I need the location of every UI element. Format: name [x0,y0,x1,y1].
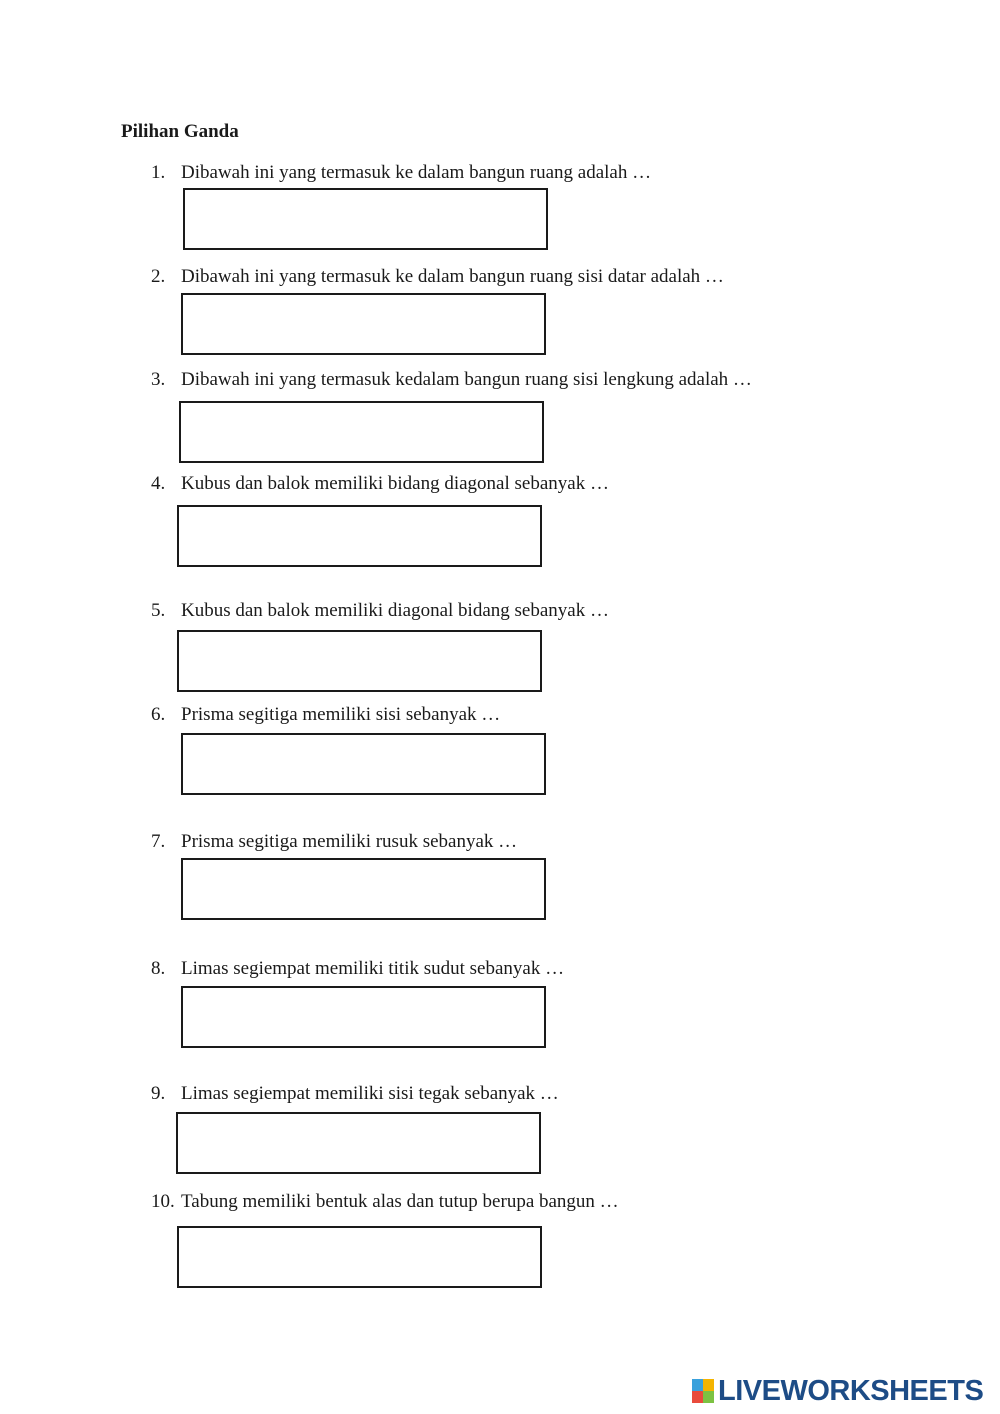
answer-box-6[interactable] [181,733,546,795]
question-number: 3. [151,369,166,390]
question-number: 4. [151,473,166,494]
answer-box-8[interactable] [181,986,546,1048]
question-number: 1. [151,162,166,183]
logo-square-red [692,1391,703,1403]
answer-box-9[interactable] [176,1112,541,1174]
question-text: Limas segiempat memiliki titik sudut sebanyak … [181,958,565,979]
answer-box-5[interactable] [177,630,542,692]
question-text: Prisma segitiga memiliki sisi sebanyak … [181,704,501,725]
question-number: 8. [151,958,166,979]
logo-square-blue [692,1379,703,1391]
logo-square-yellow [703,1379,714,1391]
answer-box-4[interactable] [177,505,542,567]
question-text: Kubus dan balok memiliki bidang diagonal sebanyak … [181,473,609,494]
question-text: Tabung memiliki bentuk alas dan tutup berupa bangun … [181,1191,619,1212]
question-text: Dibawah ini yang termasuk kedalam bangun ruang sisi lengkung adalah … [181,369,752,390]
question-number: 10. [151,1191,175,1212]
question-number: 2. [151,266,166,287]
question-text: Dibawah ini yang termasuk ke dalam bangun ruang adalah … [181,162,652,183]
answer-box-3[interactable] [179,401,544,463]
answer-box-1[interactable] [183,188,548,250]
question-number: 6. [151,704,166,725]
logo-square-green [703,1391,714,1403]
section-title: Pilihan Ganda [121,121,239,142]
question-number: 5. [151,600,166,621]
answer-box-10[interactable] [177,1226,542,1288]
liveworksheets-logo [692,1374,983,1408]
question-number: 7. [151,831,166,852]
logo-text: LIVEWORKSHEETS [718,1374,984,1407]
question-text: Limas segiempat memiliki sisi tegak sebanyak … [181,1083,559,1104]
liveworksheets-logo-icon [692,1379,714,1403]
question-number: 9. [151,1083,166,1104]
answer-box-7[interactable] [181,858,546,920]
question-text: Prisma segitiga memiliki rusuk sebanyak … [181,831,518,852]
question-text: Dibawah ini yang termasuk ke dalam bangun ruang sisi datar adalah … [181,266,724,287]
answer-box-2[interactable] [181,293,546,355]
question-text: Kubus dan balok memiliki diagonal bidang sebanyak … [181,600,609,621]
